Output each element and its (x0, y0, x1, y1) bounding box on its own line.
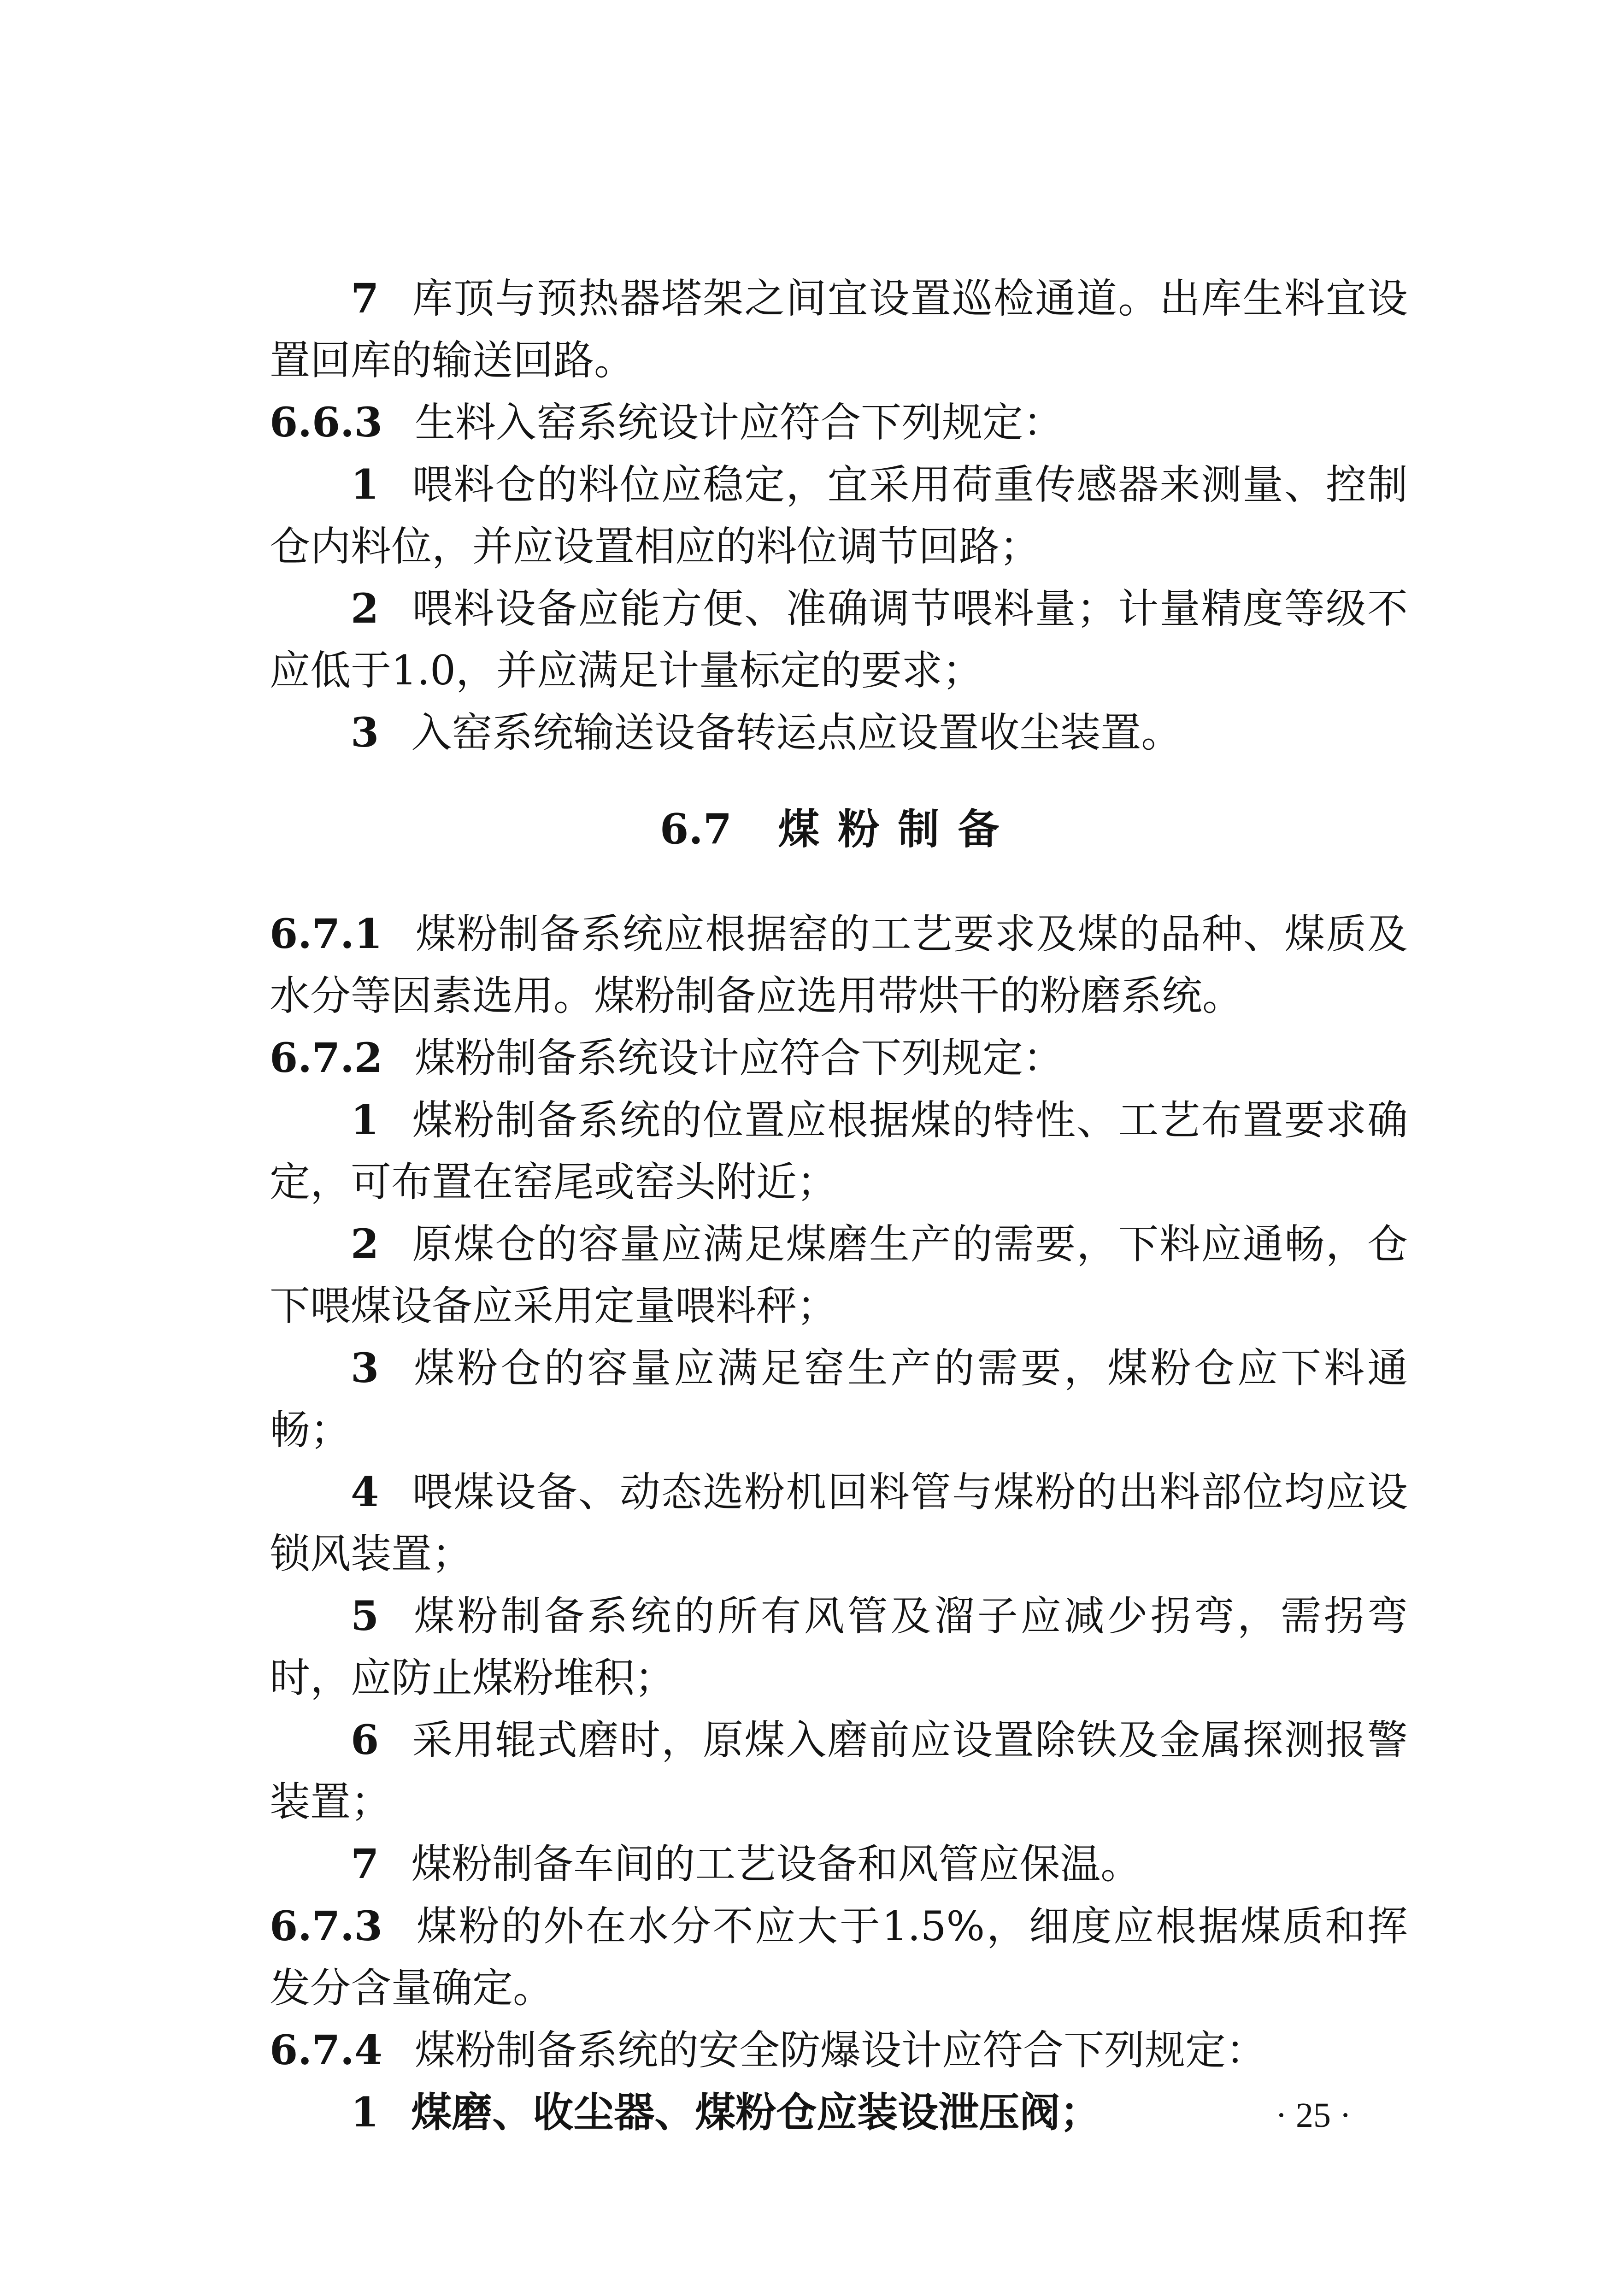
item-text: 入窑系统输送设备转运点应设置收尘装置。 (411, 709, 1182, 756)
list-item (270, 453, 1408, 577)
clause-text: 煤粉制备系统的安全防爆设计应符合下列规定： (414, 2026, 1266, 2074)
clause-number: 6.7.1 (270, 910, 382, 958)
page-number: · 25 · (1275, 2096, 1352, 2135)
item-number: 1 (351, 2088, 379, 2136)
list-item (270, 577, 1408, 701)
section-number: 6.7 (659, 805, 732, 854)
item-number: 3 (351, 708, 379, 756)
clause-text: 煤粉制备系统应根据窑的工艺要求及煤的品种、煤质及水分等因素选用。煤粉制备应选用带烘干的粉磨系统。 (270, 910, 1408, 1019)
list-item (270, 701, 1408, 764)
clause-number: 6.7.4 (270, 2026, 382, 2074)
item-text: 原煤仓的容量应满足煤磨生产的需要，下料应通畅，仓下喂煤设备应采用定量喂料秤； (270, 1220, 1408, 1330)
list-item (270, 1709, 1408, 1833)
item-number: 2 (351, 1220, 379, 1268)
item-number: 3 (351, 1344, 379, 1392)
item-text: 煤粉制备车间的工艺设备和风管应保温。 (411, 1840, 1141, 1888)
clause-number: 6.7.2 (270, 1034, 382, 1082)
item-number: 5 (351, 1592, 379, 1640)
list-item (270, 1461, 1408, 1585)
clause-number: 6.6.3 (270, 398, 382, 446)
item-number: 4 (351, 1468, 379, 1516)
item-text: 喂煤设备、动态选粉机回料管与煤粉的出料部位均应设锁风装置； (270, 1468, 1408, 1578)
clause-text: 煤粉的外在水分不应大于1.5%，细度应根据煤质和挥发分含量确定。 (270, 1902, 1408, 2012)
list-item (270, 2081, 1408, 2143)
item-text: 喂料仓的料位应稳定，宜采用荷重传感器来测量、控制仓内料位，并应设置相应的料位调节回路； (270, 461, 1408, 570)
item-number: 6 (351, 1716, 379, 1764)
page-body (270, 267, 1408, 2143)
clause-text: 煤粉制备系统设计应符合下列规定： (414, 1034, 1064, 1082)
clause (270, 903, 1408, 1027)
list-item (270, 1213, 1408, 1337)
item-text: 采用辊式磨时，原煤入磨前应设置除铁及金属探测报警装置； (270, 1716, 1408, 1825)
item-text: 煤粉仓的容量应满足窑生产的需要，煤粉仓应下料通畅； (270, 1344, 1408, 1454)
list-item (270, 1585, 1408, 1709)
item-number: 1 (351, 460, 379, 508)
clause (270, 1895, 1408, 2019)
list-item (270, 1089, 1408, 1213)
item-text: 煤磨、收尘器、煤粉仓应装设泄压阀； (411, 2088, 1101, 2136)
clause-text: 生料入窑系统设计应符合下列规定： (414, 399, 1064, 446)
section-title: 煤粉制备 (778, 805, 1018, 854)
item-number: 2 (351, 584, 379, 632)
clause (270, 1027, 1408, 1089)
clause (270, 2019, 1408, 2081)
item-text: 喂料设备应能方便、准确调节喂料量；计量精度等级不应低于1.0，并应满足计量标定的要求； (270, 585, 1408, 694)
clause-number: 6.7.3 (270, 1902, 382, 1950)
list-item (270, 1833, 1408, 1895)
item-number: 7 (351, 1840, 379, 1888)
list-item (270, 267, 1408, 391)
item-text: 煤粉制备系统的位置应根据煤的特性、工艺布置要求确定，可布置在窑尾或窑头附近； (270, 1096, 1408, 1206)
item-number: 7 (351, 274, 379, 322)
list-item (270, 1337, 1408, 1461)
item-text: 煤粉制备系统的所有风管及溜子应减少拐弯，需拐弯时，应防止煤粉堆积； (270, 1592, 1408, 1701)
section-heading (270, 801, 1408, 857)
clause (270, 391, 1408, 453)
item-number: 1 (351, 1096, 379, 1144)
item-text: 库顶与预热器塔架之间宜设置巡检通道。出库生料宜设置回库的输送回路。 (270, 275, 1408, 384)
